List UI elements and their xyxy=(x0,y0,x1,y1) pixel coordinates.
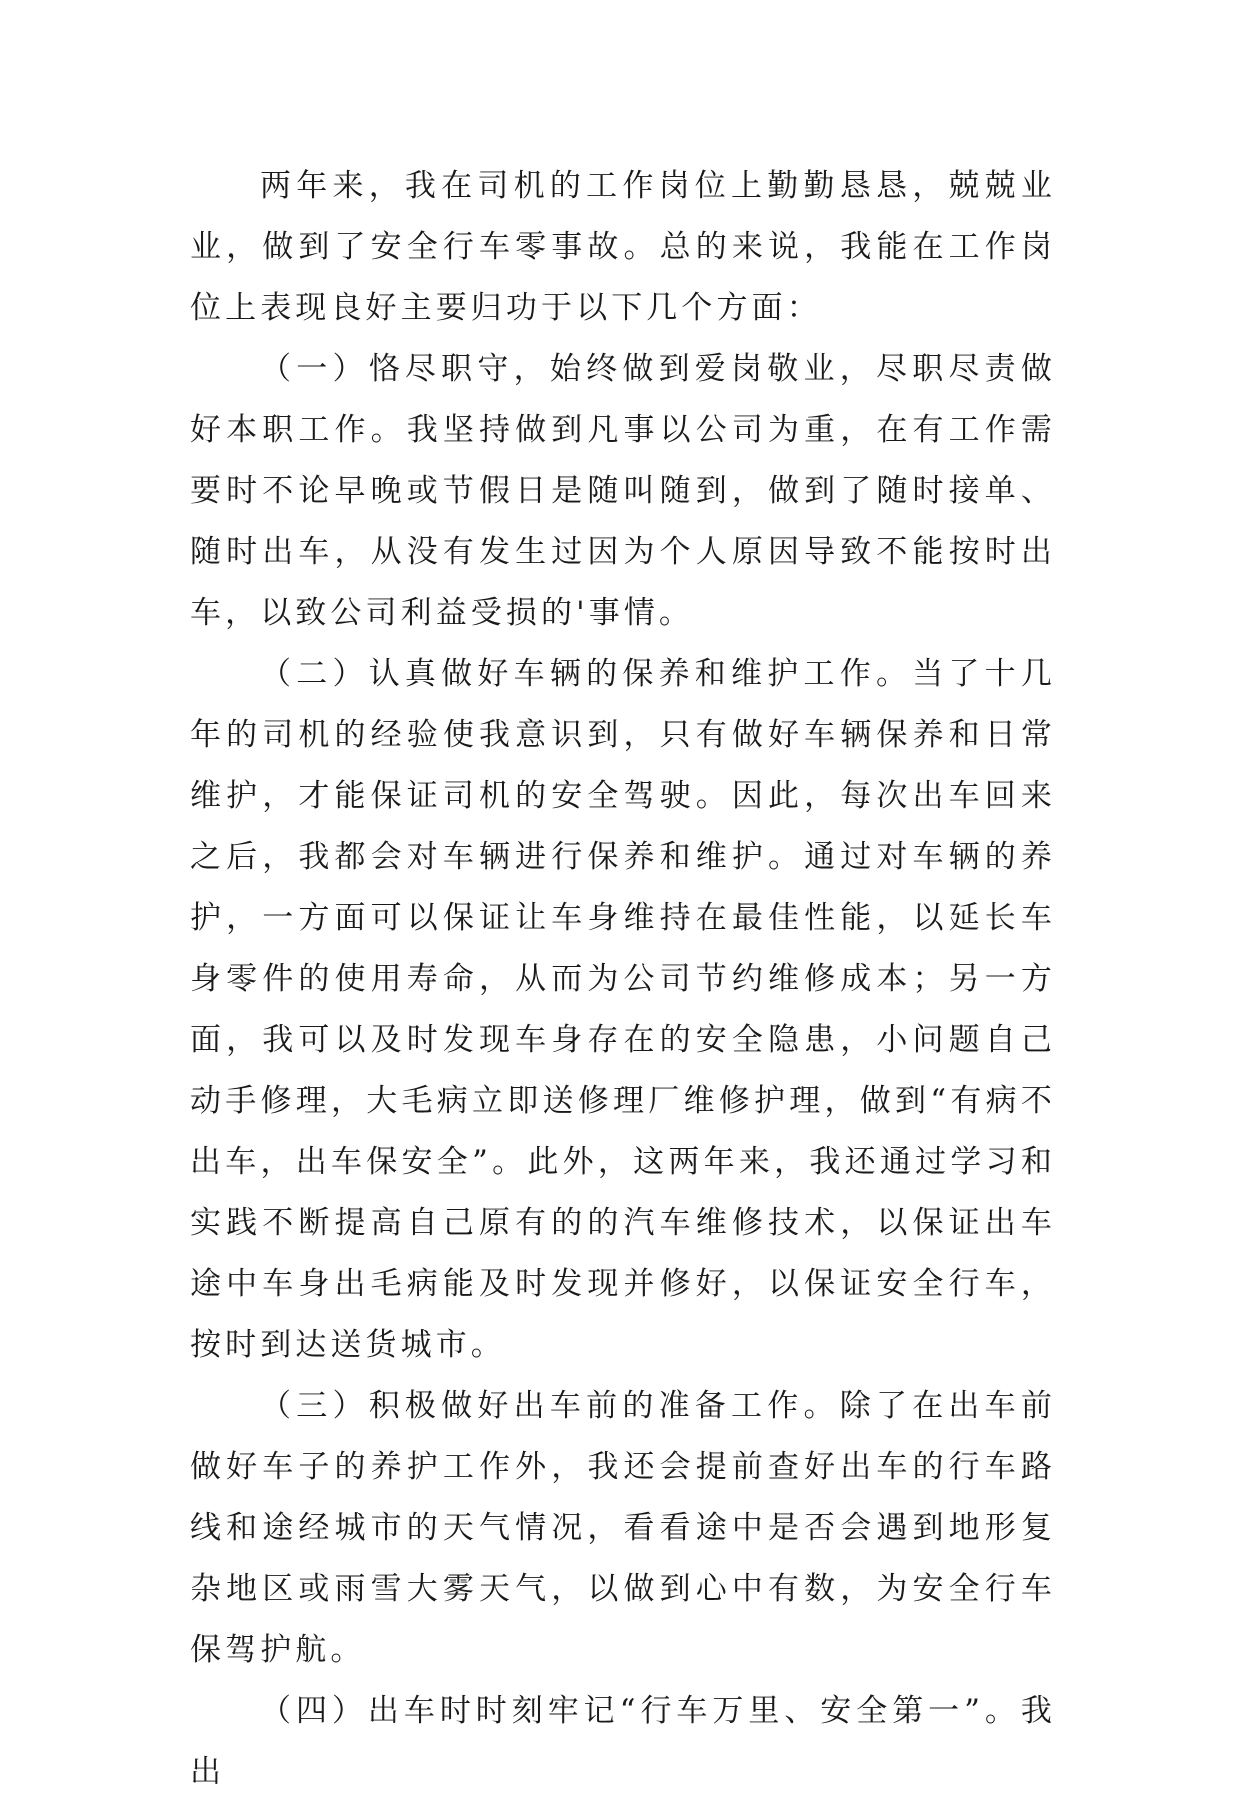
paragraph-point-3: （三）积极做好出车前的准备工作。除了在出车前做好车子的养护工作外，我还会提前查好出车的行车路线和途经城市的天气情况，看看途中是否会遇到地形复杂地区或雨雪大雾天气，以做到心中有数，为安全行车保驾护航。 xyxy=(190,1388,1056,1668)
paragraph-point-1: （一）恪尽职守，始终做到爱岗敬业，尽职尽责做好本职工作。我坚持做到凡事以公司为重，在有工作需要时不论早晚或节假日是随叫随到，做到了随时接单、随时出车，从没有发生过因为个人原因导致不能按时出车，以致公司利益受损的'事情。 xyxy=(190,351,1056,631)
paragraph-point-4: （四）出车时时刻牢记“行车万里、安全第一”。我出 xyxy=(190,1693,1056,1790)
paragraph-point-2: （二）认真做好车辆的保养和维护工作。当了十几年的司机的经验使我意识到，只有做好车辆保养和日常维护，才能保证司机的安全驾驶。因此，每次出车回来之后，我都会对车辆进行保养和维护。通过对车辆的养护，一方面可以保证让车身维持在最佳性能，以延长车身零件的使用寿命，从而为公司节约维修成本；另一方面，我可以及时发现车身存在的安全隐患，小问题自己动手修理，大毛病立即送修理厂维修护理，做到“有病不出车，出车保安全”。此外，这两年来，我还通过学习和实践不断提高自己原有的的汽车维修技术，以保证出车途中车身出毛病能及时发现并修好，以保证安全行车，按时到达送货城市。 xyxy=(190,656,1056,1363)
paragraph-intro: 两年来，我在司机的工作岗位上勤勤恳恳，兢兢业业，做到了安全行车零事故。总的来说，我能在工作岗位上表现良好主要归功于以下几个方面： xyxy=(190,168,1056,326)
document-body xyxy=(190,156,1056,1803)
